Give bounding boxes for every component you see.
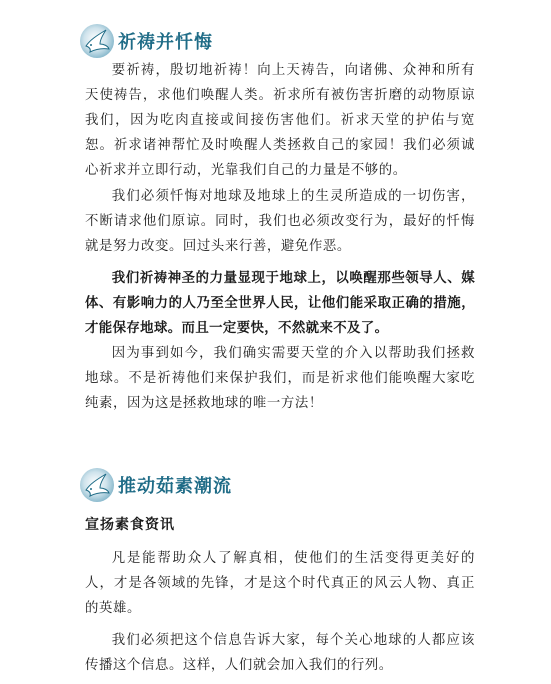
section-header-promote — [78, 466, 232, 504]
paragraph: 我们必须把这个信息告诉大家，每个关心地球的人都应该传播这个信息。这样，人们就会加入我们的行列。 — [85, 633, 475, 673]
dove-icon — [78, 466, 116, 504]
section-title: 推动茹素潮流 — [118, 476, 232, 497]
section-header-pray — [78, 22, 213, 60]
section-title: 祈祷并忏悔 — [118, 32, 213, 53]
subheading: 宣扬素食资讯 — [85, 517, 175, 533]
paragraph: 我们必须忏悔对地球及地球上的生灵所造成的一切伤害，不断请求他们原谅。同时，我们也必须改变行为，最好的忏悔就是努力改变。回过头来行善，避免作恶。 — [85, 189, 475, 254]
paragraph: 因为事到如今，我们确实需要天堂的介入以帮助我们拯救地球。不是祈祷他们来保护我们，而是祈求他们能唤醒大家吃纯素，因为这是拯救地球的唯一方法！ — [85, 346, 475, 411]
paragraph-bold: 我们祈祷神圣的力量显现于地球上，以唤醒那些领导人、媒体、有影响力的人乃至全世界人民，让他们能采取正确的措施，才能保存地球。而且一定要快，不然就来不及了。 — [85, 270, 475, 336]
paragraph: 要祈祷，殷切地祈祷！向上天祷告，向诸佛、众神和所有天使祷告，求他们唤醒人类。祈求所有被伤害折磨的动物原谅我们，因为吃肉直接或间接伤害他们。祈求天堂的护佑与宽恕。祈求诸神帮忙及时唤醒人类拯救自己的家园！我们必须诚心祈求并立即行动，光靠我们自己的力量是不够的。 — [85, 63, 475, 178]
dove-icon — [78, 22, 116, 60]
paragraph: 凡是能帮助众人了解真相，使他们的生活变得更美好的人，才是各领域的先锋，才是这个时代真正的风云人物、真正的英雄。 — [85, 551, 475, 616]
